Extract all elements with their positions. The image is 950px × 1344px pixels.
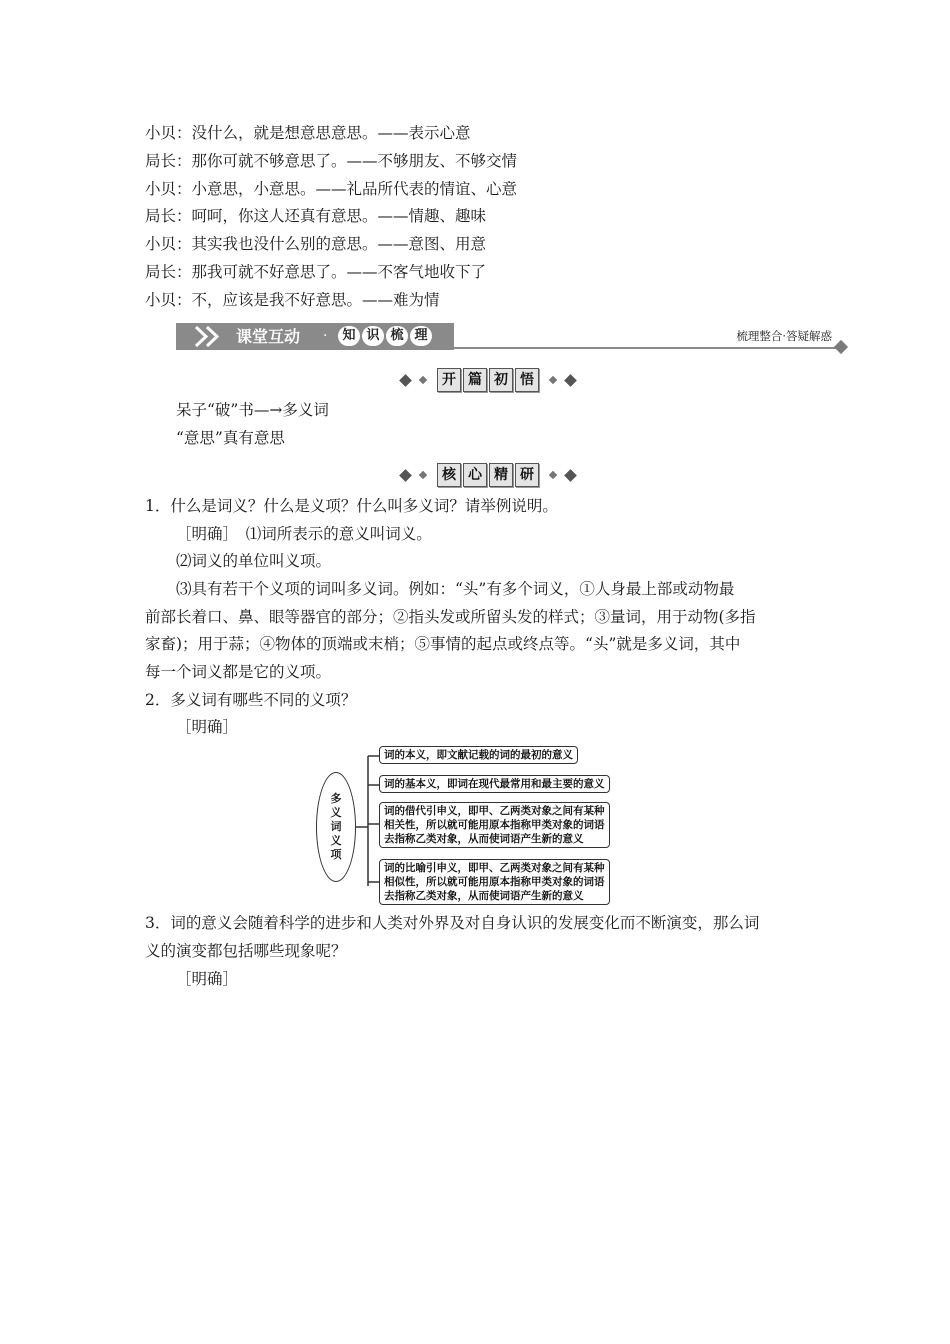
dialogue-line: 局长：那我可就不好意思了。——不客气地收下了: [145, 263, 487, 281]
diamond-icon: [549, 376, 557, 384]
answer-line: ［明确］ ⑴词所表示的意义叫词义。: [176, 525, 432, 543]
diagram-branch-line: 词的比喻引申义，即甲、乙两类对象之间有某种: [384, 862, 605, 874]
banner-title: 课堂互动: [236, 327, 301, 346]
heading-char: 心: [463, 463, 487, 487]
dialogue-line: 小贝：不，应该是我不好意思。——难为情: [145, 291, 440, 309]
heading-char: 初: [489, 368, 513, 392]
question-3: 义的演变都包括哪些现象呢？: [145, 942, 347, 960]
answer-line: ⑵词义的单位叫义项。: [176, 552, 332, 570]
diagram-branch-line: 词的本义，即文献记载的词的最初的意义: [384, 749, 573, 761]
question-1: 1．什么是词义？什么是义项？什么叫多义词？请举例说明。: [145, 497, 558, 515]
diamond-icon: [564, 374, 577, 387]
diamond-icon: [399, 469, 412, 482]
dialogue-line: 小贝：小意思，小意思。——礼品所代表的情谊、心意: [145, 180, 518, 198]
banner-subtitle-char: 知: [338, 326, 360, 346]
diamond-icon: [549, 471, 557, 479]
heading-char: 研: [515, 463, 539, 487]
banner-separator: ·: [323, 328, 328, 344]
diagram-branch-line: 词的借代引申义，即甲、乙两类对象之间有某种: [384, 805, 605, 817]
banner-subtitle-char: 梳: [386, 326, 408, 346]
diagram-branch-line: 相似性，所以就可能用原本指称甲类对象的词语: [384, 876, 605, 888]
question-3: 3．词的意义会随着科学的进步和人类对外界及对自身认识的发展变化而不断演变，那么词: [145, 914, 760, 932]
section-heading-kaipian: [0, 368, 950, 392]
diagram-branch: [379, 859, 610, 905]
heading-char: 开: [437, 368, 461, 392]
diagram-branch: [379, 775, 610, 793]
dialogue-line: 局长：呵呵，你这人还真有意思。——情趣、趣味: [145, 207, 487, 225]
dialogue-line: 小贝：没什么，就是想意思意思。——表示心意: [145, 124, 471, 142]
heading-char: 篇: [463, 368, 487, 392]
dialogue-line: 小贝：其实我也没什么别的意思。——意图、用意: [145, 235, 487, 253]
answer-line: 前部长着口、鼻、眼等器官的部分；②指头发或所留头发的样式；③量词，用于动物(多指: [145, 608, 756, 626]
diamond-icon: [419, 471, 427, 479]
banner-subtitle: [338, 326, 432, 346]
heading-char: 精: [489, 463, 513, 487]
section-banner: [176, 323, 846, 351]
diagram-branch: [379, 746, 578, 764]
diamond-icon: [419, 376, 427, 384]
diagram-branch-line: 相关性，所以就可能用原本指称甲类对象的词语: [384, 819, 605, 831]
double-chevron-icon: [194, 325, 224, 348]
diagram-branch-line: 词的基本义，即词在现代最常用和最主要的意义: [384, 778, 605, 790]
diagram-branch-line: 去指称乙类对象，从而使词语产生新的意义: [384, 890, 584, 902]
banner-subtitle-char: 识: [362, 326, 384, 346]
body-line: 呆子“破”书—→多义词: [176, 401, 329, 419]
diagram-branch-line: 去指称乙类对象，从而使词语产生新的意义: [384, 833, 584, 845]
diamond-icon: [564, 469, 577, 482]
diamond-icon: [399, 374, 412, 387]
banner-rule: [454, 347, 839, 349]
diamond-icon: [834, 340, 848, 354]
answer-line: 每一个词义都是它的义项。: [145, 663, 332, 681]
section-heading-hexin: [0, 463, 950, 487]
answer-line: ⑶具有若干个义项的词叫多义词。例如：“头”有多个词义，①人身最上部或动物最: [176, 580, 735, 598]
dialogue-line: 局长：那你可就不够意思了。——不够朋友、不够交情: [145, 152, 518, 170]
diagram-root-label: 多义词义项: [330, 792, 342, 861]
body-line: “意思”真有意思: [176, 429, 285, 447]
answer-label: ［明确］: [176, 718, 239, 736]
diagram-branch: [379, 802, 610, 848]
banner-subtitle-char: 理: [410, 326, 432, 346]
answer-line: 家畜)；用于蒜；④物体的顶端或末梢；⑤事情的起点或终点等。“头”就是多义词，其中: [145, 635, 741, 653]
banner-right-caption: 梳理整合·答疑解惑: [736, 329, 832, 343]
diagram-root: [316, 772, 356, 882]
answer-label: ［明确］: [176, 970, 239, 988]
question-2: 2．多义词有哪些不同的义项？: [145, 691, 357, 709]
heading-char: 核: [437, 463, 461, 487]
heading-char: 悟: [515, 368, 539, 392]
polysemy-diagram: [316, 742, 672, 912]
